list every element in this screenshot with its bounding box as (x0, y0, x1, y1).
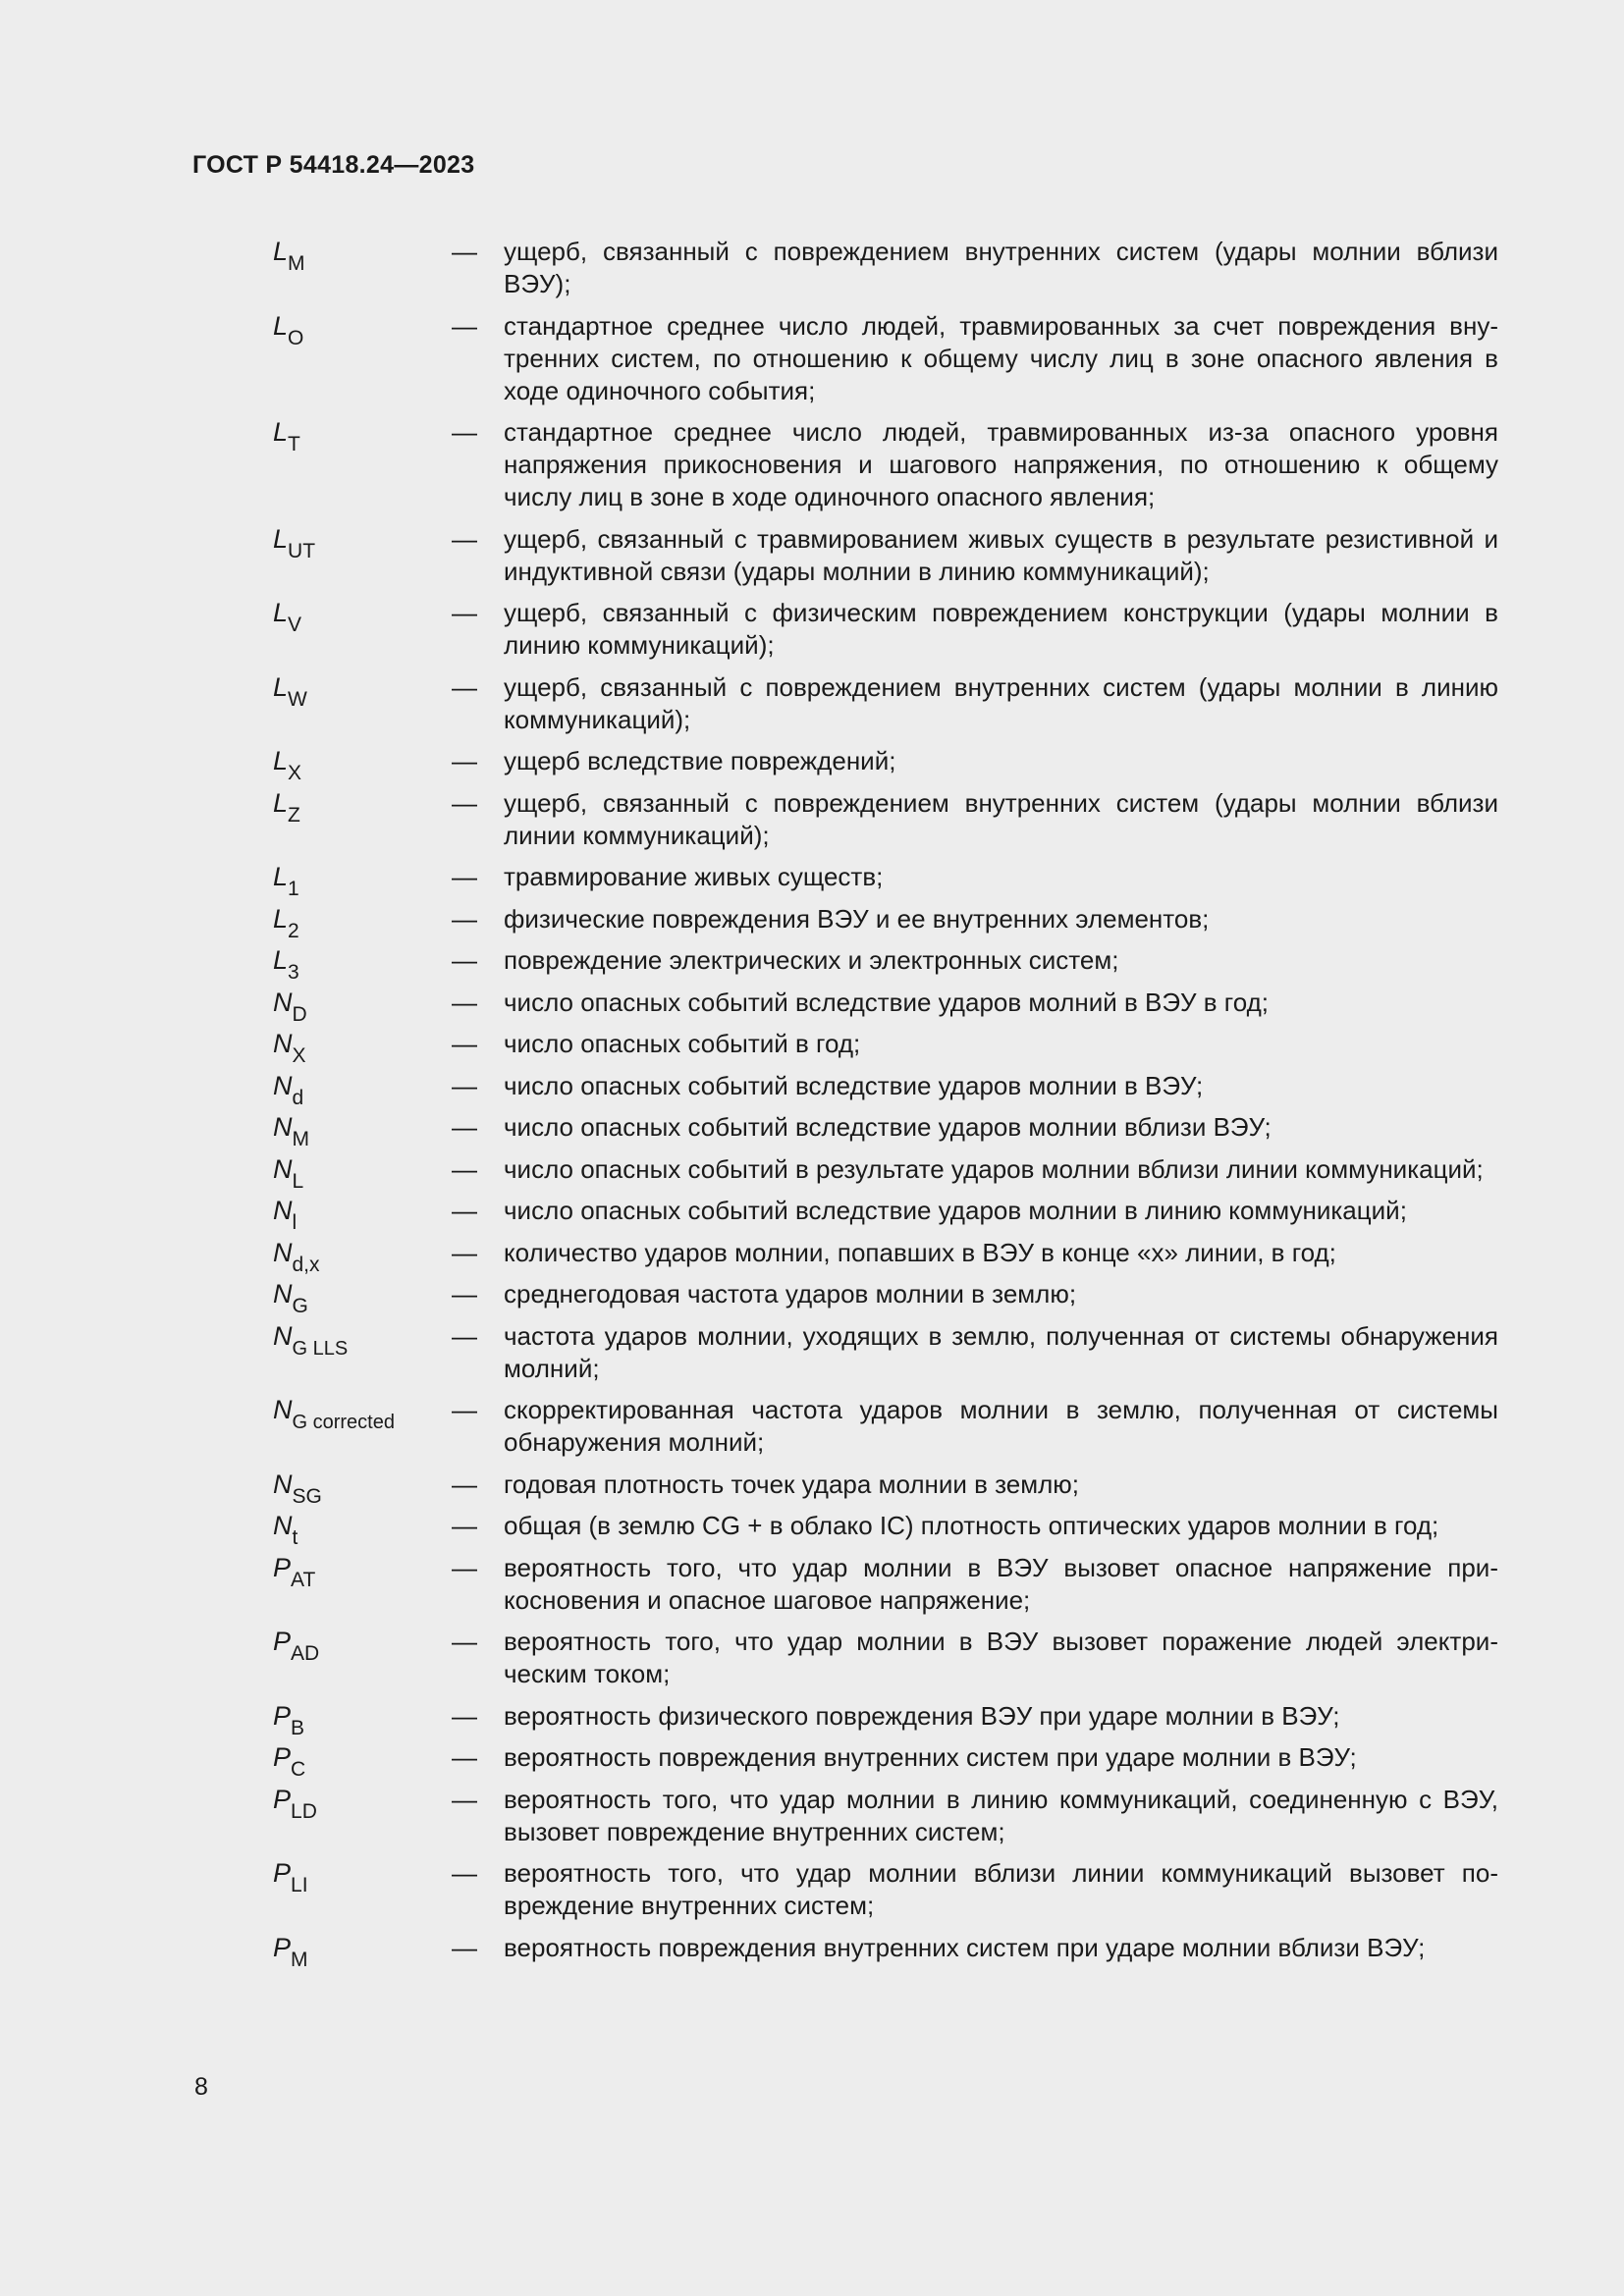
definition-symbol (273, 1153, 452, 1193)
symbol-subscript: 3 (288, 961, 299, 984)
symbol-letter: L (273, 787, 289, 818)
document-header: ГОСТ Р 54418.24—2023 (192, 151, 475, 179)
definition-row (273, 944, 1498, 984)
definition-text: стандартное среднее число людей, травмированных за счет повреждения внутренних систем, по отношению к общему числу лиц в зоне опасного явления в ходе одиночного события; (504, 310, 1498, 405)
definition-text: стандартное среднее число людей, травмированных из-за опасного уровня напряжения прикосновения и шагового напряжения, по отношению к общему числу лиц в зоне в ходе одиночного опасного явления; (504, 417, 1498, 511)
definition-dash: — (452, 787, 477, 818)
symbol-subscript: M (288, 252, 305, 275)
definition-text: частота ударов молнии, уходящих в землю, полученная от системы обнаружения молний; (504, 1320, 1498, 1383)
definition-text: число опасных событий вследствие ударов молний в ВЭУ в год; (504, 987, 1269, 1017)
definition-text: годовая плотность точек удара молнии в землю; (504, 1468, 1080, 1499)
symbol-letter: P (273, 1932, 292, 1962)
definition-dash: — (452, 1552, 477, 1582)
symbol-subscript: d (292, 1086, 304, 1109)
symbol-subscript: X (288, 762, 302, 784)
symbol-letter: N (273, 1196, 293, 1225)
symbol-subscript: l (292, 1211, 298, 1234)
definition-dash: — (452, 1029, 477, 1058)
symbol-letter: N (273, 1029, 293, 1058)
definition-dash: — (452, 945, 477, 975)
definition-symbol (273, 1237, 452, 1276)
definition-dash: — (452, 1237, 477, 1267)
symbol-subscript: G corrected (292, 1412, 395, 1433)
symbol-subscript: Z (288, 803, 300, 827)
definition-row (273, 1195, 1498, 1234)
symbol-subscript: G LLS (292, 1337, 349, 1360)
symbol-letter: L (273, 671, 289, 702)
definition-symbol (273, 861, 452, 900)
definition-symbol (273, 236, 452, 275)
definition-row (273, 671, 1498, 736)
symbol-subscript: SG (292, 1484, 322, 1508)
symbol-subscript: AD (291, 1642, 320, 1665)
symbol-letter: P (273, 1858, 292, 1888)
definition-text: число опасных событий вследствие ударов молнии в ВЭУ; (504, 1070, 1204, 1100)
definition-text: ущерб, связанный с физическим повреждением конструкции (удары молнии в линию коммуникаций); (504, 598, 1498, 660)
definition-symbol (273, 1700, 452, 1739)
symbol-subscript: D (292, 1002, 307, 1026)
definition-row (273, 416, 1498, 513)
definition-dash: — (452, 1320, 477, 1351)
definition-row (273, 1552, 1498, 1617)
symbol-letter: N (273, 1070, 293, 1100)
definition-symbol (273, 1552, 452, 1591)
definition-symbol (273, 903, 452, 942)
definition-symbol (273, 1111, 452, 1150)
definition-text: травмирование живых существ; (504, 862, 884, 891)
symbol-letter: N (273, 1511, 293, 1540)
definition-text: число опасных событий в результате ударов молнии вблизи линии коммуникаций; (504, 1153, 1484, 1184)
definition-symbol (273, 416, 452, 455)
definition-text: среднегодовая частота ударов молнии в землю; (504, 1279, 1077, 1308)
definition-row (273, 1857, 1498, 1922)
definition-dash: — (452, 310, 477, 341)
symbol-subscript: M (292, 1128, 309, 1150)
definition-text: число опасных событий вследствие ударов молнии в линию коммуникаций; (504, 1196, 1407, 1225)
symbol-subscript: L (292, 1169, 304, 1193)
definition-row (273, 903, 1498, 942)
definition-row (273, 987, 1498, 1026)
definition-dash: — (452, 1279, 477, 1308)
symbol-letter: N (273, 1112, 293, 1142)
definition-dash: — (452, 746, 477, 775)
definition-dash: — (452, 417, 477, 447)
definition-row (273, 597, 1498, 662)
symbol-letter: P (273, 1700, 292, 1731)
symbol-subscript: LD (291, 1799, 317, 1823)
definition-symbol (273, 1468, 452, 1508)
definition-symbol (273, 1932, 452, 1971)
definition-dash: — (452, 237, 477, 266)
definition-text: ущерб, связанный с повреждением внутренних систем (удары молнии вблизи ВЭУ); (504, 237, 1498, 298)
definition-symbol (273, 1857, 452, 1896)
symbol-letter: L (273, 862, 289, 891)
definition-dash: — (452, 862, 477, 891)
definition-row (273, 236, 1498, 300)
definition-dash: — (452, 1511, 477, 1540)
symbol-subscript: B (291, 1716, 305, 1739)
definition-symbol (273, 523, 452, 562)
symbol-letter: L (273, 417, 289, 447)
definition-row (273, 1320, 1498, 1385)
definition-dash: — (452, 987, 477, 1017)
definition-symbol (273, 1278, 452, 1317)
definition-row (273, 1237, 1498, 1276)
symbol-letter: N (273, 1237, 293, 1267)
definition-text: ущерб, связанный с травмированием живых существ в результате резистивной и индуктивной связи (удары молнии в линию коммуникаций); (504, 523, 1498, 586)
symbol-letter: N (273, 987, 293, 1017)
definition-row (273, 1932, 1498, 1971)
definition-row (273, 523, 1498, 588)
symbol-letter: N (273, 1468, 293, 1499)
symbol-subscript: X (292, 1044, 306, 1067)
definition-row (273, 1700, 1498, 1739)
symbol-subscript: UT (288, 539, 316, 562)
symbol-letter: N (273, 1279, 293, 1308)
symbol-subscript: T (288, 433, 300, 455)
definition-row (273, 745, 1498, 784)
definition-dash: — (452, 1700, 477, 1731)
symbol-subscript: LI (291, 1874, 308, 1896)
definition-symbol (273, 1784, 452, 1823)
definition-text: ущерб, связанный с повреждением внутренних систем (удары молнии в линию коммуникаций); (504, 671, 1498, 734)
symbol-letter: N (273, 1153, 293, 1184)
definition-dash: — (452, 1858, 477, 1888)
definition-text: ущерб, связанный с повреждением внутренних систем (удары молнии вблизи линии коммуникаций); (504, 787, 1498, 850)
definitions-list (273, 236, 1498, 1973)
symbol-letter: P (273, 1552, 292, 1582)
definition-row (273, 1741, 1498, 1781)
definition-row (273, 1278, 1498, 1317)
definition-symbol (273, 671, 452, 711)
definition-symbol (273, 1195, 452, 1234)
definition-symbol (273, 787, 452, 827)
symbol-subscript: d,x (292, 1253, 320, 1276)
definition-row (273, 861, 1498, 900)
symbol-letter: P (273, 1627, 292, 1656)
definition-row (273, 1468, 1498, 1508)
symbol-subscript: 2 (288, 919, 299, 942)
definition-symbol (273, 1028, 452, 1067)
definition-row (273, 1394, 1498, 1459)
definition-text: общая (в землю CG + в облако IC) плотность оптических ударов молнии в год; (504, 1511, 1439, 1540)
definition-symbol (273, 944, 452, 984)
definition-row (273, 1784, 1498, 1848)
symbol-subscript: AT (291, 1568, 316, 1591)
symbol-subscript: M (291, 1948, 308, 1971)
symbol-letter: P (273, 1784, 292, 1814)
definition-symbol (273, 310, 452, 349)
definition-dash: — (452, 598, 477, 627)
definition-row (273, 1111, 1498, 1150)
definition-row (273, 310, 1498, 407)
definition-text: вероятность того, что удар молнии в ВЭУ вызовет поражение людей электрическим током; (504, 1627, 1498, 1688)
definition-text: число опасных событий в год; (504, 1029, 861, 1058)
symbol-letter: L (273, 746, 289, 775)
definition-dash: — (452, 1932, 477, 1962)
definition-symbol (273, 1070, 452, 1109)
definition-symbol (273, 1741, 452, 1781)
symbol-letter: L (273, 903, 289, 934)
definition-row (273, 787, 1498, 852)
definition-text: скорректированная частота ударов молнии в землю, полученная от системы обнаружения молний; (504, 1395, 1498, 1457)
definition-text: вероятность физического повреждения ВЭУ при ударе молнии в ВЭУ; (504, 1700, 1340, 1731)
definition-dash: — (452, 1742, 477, 1772)
symbol-letter: P (273, 1742, 292, 1772)
definition-symbol (273, 1626, 452, 1665)
definition-dash: — (452, 1196, 477, 1225)
symbol-letter: L (273, 310, 289, 341)
definition-text: физические повреждения ВЭУ и ее внутренних элементов; (504, 903, 1210, 934)
definition-text: повреждение электрических и электронных систем; (504, 945, 1119, 975)
symbol-letter: N (273, 1395, 293, 1424)
definition-symbol (273, 1510, 452, 1549)
definition-dash: — (452, 1395, 477, 1424)
definition-symbol (273, 987, 452, 1026)
symbol-subscript: 1 (288, 878, 299, 900)
definition-text: вероятность того, что удар молнии в ВЭУ вызовет опасное напряжение прикосновения и опасное шаговое напряжение; (504, 1552, 1498, 1615)
definition-text: вероятность того, что удар молнии вблизи линии коммуникаций вызовет повреждение внутренних систем; (504, 1858, 1498, 1920)
definition-row (273, 1153, 1498, 1193)
definition-symbol (273, 1320, 452, 1360)
symbol-subscript: W (288, 687, 307, 711)
symbol-letter: L (273, 237, 289, 266)
symbol-letter: L (273, 945, 289, 975)
definition-text: вероятность повреждения внутренних систем при ударе молнии вблизи ВЭУ; (504, 1932, 1426, 1962)
definition-dash: — (452, 1112, 477, 1142)
definition-dash: — (452, 523, 477, 554)
definition-row (273, 1028, 1498, 1067)
symbol-subscript: O (288, 326, 304, 349)
symbol-letter: L (273, 598, 289, 627)
definition-dash: — (452, 1153, 477, 1184)
symbol-subscript: V (288, 614, 302, 636)
definition-text: вероятность повреждения внутренних систем при ударе молнии в ВЭУ; (504, 1742, 1357, 1772)
symbol-subscript: t (292, 1526, 298, 1549)
page-number: 8 (194, 2073, 208, 2101)
definition-dash: — (452, 671, 477, 702)
symbol-letter: N (273, 1320, 293, 1351)
definition-symbol (273, 597, 452, 636)
symbol-subscript: G (292, 1295, 308, 1317)
definition-row (273, 1510, 1498, 1549)
definition-symbol (273, 745, 452, 784)
definition-row (273, 1070, 1498, 1109)
definition-text: количество ударов молнии, попавших в ВЭУ в конце «х» линии, в год; (504, 1237, 1336, 1267)
definition-dash: — (452, 903, 477, 934)
definition-row (273, 1626, 1498, 1690)
definition-text: вероятность того, что удар молнии в линию коммуникаций, соединенную с ВЭУ, вызовет повреждение внутренних систем; (504, 1784, 1498, 1846)
definition-dash: — (452, 1468, 477, 1499)
symbol-subscript: C (291, 1758, 306, 1781)
symbol-letter: L (273, 523, 289, 554)
definition-dash: — (452, 1070, 477, 1100)
definition-dash: — (452, 1784, 477, 1814)
definition-text: ущерб вследствие повреждений; (504, 746, 896, 775)
definition-text: число опасных событий вследствие ударов молнии вблизи ВЭУ; (504, 1112, 1272, 1142)
definition-symbol (273, 1394, 452, 1433)
definition-dash: — (452, 1627, 477, 1656)
